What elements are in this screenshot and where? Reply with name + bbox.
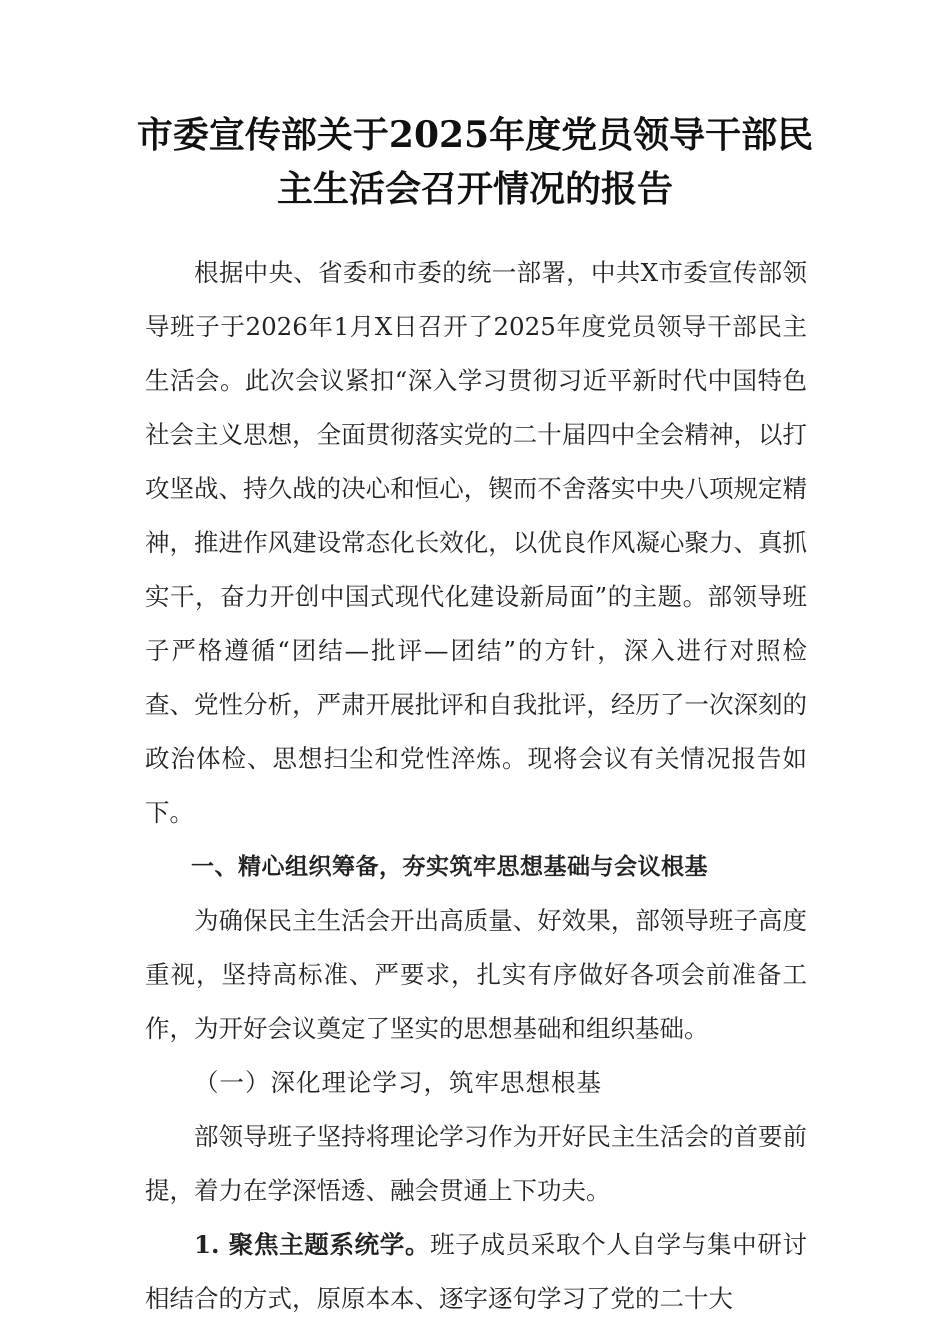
section-1-paragraph: 为确保民主生活会开出高质量、好效果，部领导班子高度重视，坚持高标准、严要求，扎实有序做好各项会前准备工作，为开好会议奠定了坚实的思想基础和组织基础。 (145, 906, 807, 1043)
intro-paragraph: 根据中央、省委和市委的统一部署，中共X市委宣传部领导班子于2026年1月X日召开了2025年度党员领导干部民主生活会。此次会议紧扣“深入学习贯彻习近平新时代中国特色社会主义思想，全面贯彻落实党的二十届四中全会精神，以打攻坚战、持久战的决心和恒心，锲而不舍落实中央八项规定精神，推进作风建设常态化长效化，以优良作风凝心聚力、真抓实干，奋力开创中国式现代化建设新局面”的主题。部领导班子严格遵循“团结—批评—团结”的方针，深入进行对照检查、党性分析，严肃开展批评和自我批评，经历了一次深刻的政治体检、思想扫尘和党性淬炼。现将会议有关情况报告如下。 (145, 258, 807, 827)
item-1-paragraph (145, 1218, 807, 1326)
title-line-1: 市委宣传部关于2025年度党员领导干部民 (136, 114, 814, 156)
subsection-1-paragraph: 部领导班子坚持将理论学习作为开好民主生活会的首要前提，着力在学深悟透、融会贯通上下功夫。 (145, 1122, 807, 1205)
document-body (145, 246, 807, 1326)
section-1-heading: 一、精心组织筹备，夯实筑牢思想基础与会议根基 (191, 854, 708, 880)
subsection-1-heading: （一）深化理论学习，筑牢思想根基 (194, 1068, 602, 1097)
document-title (100, 108, 850, 216)
title-line-2: 主生活会召开情况的报告 (276, 168, 673, 210)
item-1-text: 班子成员采取个人自学与集中研讨相结合的方式，原原本本、逐字逐句学习了党的二十大 (145, 1230, 808, 1313)
item-1-lead: 1. 聚焦主题系统学。 (194, 1230, 431, 1259)
